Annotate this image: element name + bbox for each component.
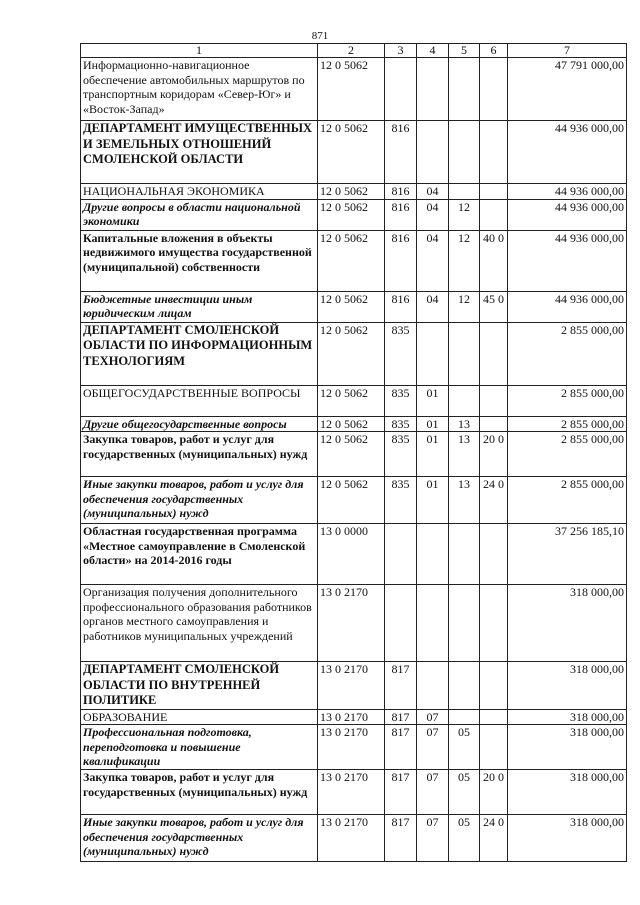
target-article-code: 13 0 2170 — [318, 725, 385, 770]
target-article-code: 12 0 5062 — [318, 322, 385, 385]
expense-type-code: 20 0 — [480, 770, 508, 815]
section-code: 01 — [417, 432, 449, 477]
expense-type-code — [480, 184, 508, 200]
amount: 47 791 000,00 — [508, 58, 627, 121]
target-article-code: 12 0 5062 — [318, 230, 385, 291]
section-code: 04 — [417, 230, 449, 291]
expense-type-code — [480, 199, 508, 230]
subsection-code: 12 — [449, 230, 480, 291]
item-name: ДЕПАРТАМЕНТ СМОЛЕНСКОЙ ОБЛАСТИ ПО ИНФОРМАЦИОННЫМ ТЕХНОЛОГИЯМ — [81, 322, 318, 385]
target-article-code: 13 0 2170 — [318, 585, 385, 662]
ministry-code: 835 — [385, 322, 417, 385]
table-row — [81, 199, 627, 230]
item-name: Иные закупки товаров, работ и услуг для обеспечения государственных (муниципальных) нужд — [81, 815, 318, 862]
target-article-code: 12 0 5062 — [318, 385, 385, 416]
item-name: Закупка товаров, работ и услуг для государственных (муниципальных) нужд — [81, 432, 318, 477]
item-name: Иные закупки товаров, работ и услуг для обеспечения государственных (муниципальных) нужд — [81, 477, 318, 524]
amount: 2 855 000,00 — [508, 432, 627, 477]
amount: 318 000,00 — [508, 770, 627, 815]
column-number: 6 — [480, 44, 508, 58]
item-name: Другие вопросы в области национальной экономики — [81, 199, 318, 230]
section-code: 01 — [417, 416, 449, 432]
table-row — [81, 322, 627, 385]
column-number: 2 — [318, 44, 385, 58]
column-number: 3 — [385, 44, 417, 58]
ministry-code — [385, 58, 417, 121]
ministry-code: 835 — [385, 432, 417, 477]
budget-table-body — [81, 44, 627, 862]
section-code — [417, 585, 449, 662]
item-name: НАЦИОНАЛЬНАЯ ЭКОНОМИКА — [81, 184, 318, 200]
expense-type-code — [480, 385, 508, 416]
expense-type-code: 40 0 — [480, 230, 508, 291]
column-number: 5 — [449, 44, 480, 58]
subsection-code: 12 — [449, 291, 480, 322]
expense-type-code: 24 0 — [480, 477, 508, 524]
item-name: ОБРАЗОВАНИЕ — [81, 709, 318, 725]
amount: 44 936 000,00 — [508, 199, 627, 230]
item-name: Капитальные вложения в объекты недвижимого имущества государственной (муниципальной) собственности — [81, 230, 318, 291]
expense-type-code — [480, 524, 508, 585]
target-article-code: 12 0 5062 — [318, 121, 385, 184]
ministry-code: 816 — [385, 291, 417, 322]
table-row — [81, 416, 627, 432]
expense-type-code — [480, 58, 508, 121]
section-code — [417, 121, 449, 184]
amount: 37 256 185,10 — [508, 524, 627, 585]
expense-type-code — [480, 725, 508, 770]
target-article-code: 12 0 5062 — [318, 477, 385, 524]
amount: 44 936 000,00 — [508, 184, 627, 200]
expense-type-code: 20 0 — [480, 432, 508, 477]
item-name: ДЕПАРТАМЕНТ СМОЛЕНСКОЙ ОБЛАСТИ ПО ВНУТРЕННЕЙ ПОЛИТИКЕ — [81, 662, 318, 710]
subsection-code: 13 — [449, 416, 480, 432]
ministry-code: 817 — [385, 770, 417, 815]
amount: 2 855 000,00 — [508, 416, 627, 432]
item-name: ДЕПАРТАМЕНТ ИМУЩЕСТВЕННЫХ И ЗЕМЕЛЬНЫХ ОТНОШЕНИЙ СМОЛЕНСКОЙ ОБЛАСТИ — [81, 121, 318, 184]
budget-table — [80, 43, 627, 862]
expense-type-code — [480, 585, 508, 662]
ministry-code: 835 — [385, 477, 417, 524]
ministry-code: 817 — [385, 662, 417, 710]
page-number: 871 — [311, 30, 329, 42]
subsection-code — [449, 385, 480, 416]
amount: 2 855 000,00 — [508, 322, 627, 385]
section-code — [417, 322, 449, 385]
section-code: 07 — [417, 815, 449, 862]
amount: 44 936 000,00 — [508, 121, 627, 184]
column-number: 7 — [508, 44, 627, 58]
subsection-code: 05 — [449, 770, 480, 815]
section-code: 04 — [417, 184, 449, 200]
table-row — [81, 184, 627, 200]
subsection-code — [449, 121, 480, 184]
subsection-code: 13 — [449, 477, 480, 524]
expense-type-code: 24 0 — [480, 815, 508, 862]
target-article-code: 13 0 0000 — [318, 524, 385, 585]
amount: 318 000,00 — [508, 709, 627, 725]
amount: 318 000,00 — [508, 585, 627, 662]
amount: 318 000,00 — [508, 662, 627, 710]
ministry-code — [385, 524, 417, 585]
item-name: Закупка товаров, работ и услуг для государственных (муниципальных) нужд — [81, 770, 318, 815]
amount: 318 000,00 — [508, 815, 627, 862]
item-name: Профессиональная подготовка, переподготовка и повышение квалификации — [81, 725, 318, 770]
item-name: Бюджетные инвестиции иным юридическим лицам — [81, 291, 318, 322]
ministry-code: 817 — [385, 725, 417, 770]
target-article-code: 12 0 5062 — [318, 432, 385, 477]
amount: 318 000,00 — [508, 725, 627, 770]
column-number: 1 — [81, 44, 318, 58]
section-code: 07 — [417, 770, 449, 815]
subsection-code: 05 — [449, 725, 480, 770]
amount: 2 855 000,00 — [508, 477, 627, 524]
section-code — [417, 58, 449, 121]
ministry-code: 816 — [385, 230, 417, 291]
section-code — [417, 662, 449, 710]
subsection-code — [449, 709, 480, 725]
target-article-code: 13 0 2170 — [318, 662, 385, 710]
table-row — [81, 58, 627, 121]
subsection-code — [449, 322, 480, 385]
expense-type-code — [480, 416, 508, 432]
table-row — [81, 725, 627, 770]
section-code — [417, 524, 449, 585]
amount: 44 936 000,00 — [508, 291, 627, 322]
ministry-code: 817 — [385, 709, 417, 725]
target-article-code: 13 0 2170 — [318, 770, 385, 815]
table-row — [81, 662, 627, 710]
table-row — [81, 291, 627, 322]
ministry-code — [385, 585, 417, 662]
amount: 44 936 000,00 — [508, 230, 627, 291]
item-name: Другие общегосударственные вопросы — [81, 416, 318, 432]
item-name: ОБЩЕГОСУДАРСТВЕННЫЕ ВОПРОСЫ — [81, 385, 318, 416]
ministry-code: 835 — [385, 385, 417, 416]
subsection-code: 05 — [449, 815, 480, 862]
table-row — [81, 477, 627, 524]
subsection-code — [449, 184, 480, 200]
section-code: 04 — [417, 291, 449, 322]
item-name: Областная государственная программа «Местное самоуправление в Смоленской области» на 2014-2016 годы — [81, 524, 318, 585]
target-article-code: 13 0 2170 — [318, 815, 385, 862]
subsection-code: 13 — [449, 432, 480, 477]
table-row — [81, 432, 627, 477]
subsection-code — [449, 585, 480, 662]
table-row — [81, 524, 627, 585]
amount: 2 855 000,00 — [508, 385, 627, 416]
table-row — [81, 815, 627, 862]
ministry-code: 816 — [385, 184, 417, 200]
subsection-code — [449, 662, 480, 710]
expense-type-code: 45 0 — [480, 291, 508, 322]
section-code: 07 — [417, 709, 449, 725]
expense-type-code — [480, 662, 508, 710]
target-article-code: 13 0 2170 — [318, 709, 385, 725]
ministry-code: 835 — [385, 416, 417, 432]
ministry-code: 817 — [385, 815, 417, 862]
section-code: 01 — [417, 477, 449, 524]
table-row — [81, 709, 627, 725]
subsection-code: 12 — [449, 199, 480, 230]
subsection-code — [449, 524, 480, 585]
target-article-code: 12 0 5062 — [318, 58, 385, 121]
section-code: 04 — [417, 199, 449, 230]
table-row — [81, 121, 627, 184]
column-number-row — [81, 44, 627, 58]
item-name: Организация получения дополнительного профессионального образования работников органов местного самоуправления и работников муниципальных учреждений — [81, 585, 318, 662]
target-article-code: 12 0 5062 — [318, 199, 385, 230]
target-article-code: 12 0 5062 — [318, 416, 385, 432]
subsection-code — [449, 58, 480, 121]
expense-type-code — [480, 709, 508, 725]
column-number: 4 — [417, 44, 449, 58]
item-name: Информационно-навигационное обеспечение автомобильных маршрутов по транспортным коридорам «Север-Юг» и «Восток-Запад» — [81, 58, 318, 121]
target-article-code: 12 0 5062 — [318, 184, 385, 200]
ministry-code: 816 — [385, 121, 417, 184]
table-row — [81, 770, 627, 815]
expense-type-code — [480, 322, 508, 385]
ministry-code: 816 — [385, 199, 417, 230]
section-code: 01 — [417, 385, 449, 416]
table-row — [81, 585, 627, 662]
section-code: 07 — [417, 725, 449, 770]
table-row — [81, 385, 627, 416]
table-row — [81, 230, 627, 291]
expense-type-code — [480, 121, 508, 184]
target-article-code: 12 0 5062 — [318, 291, 385, 322]
